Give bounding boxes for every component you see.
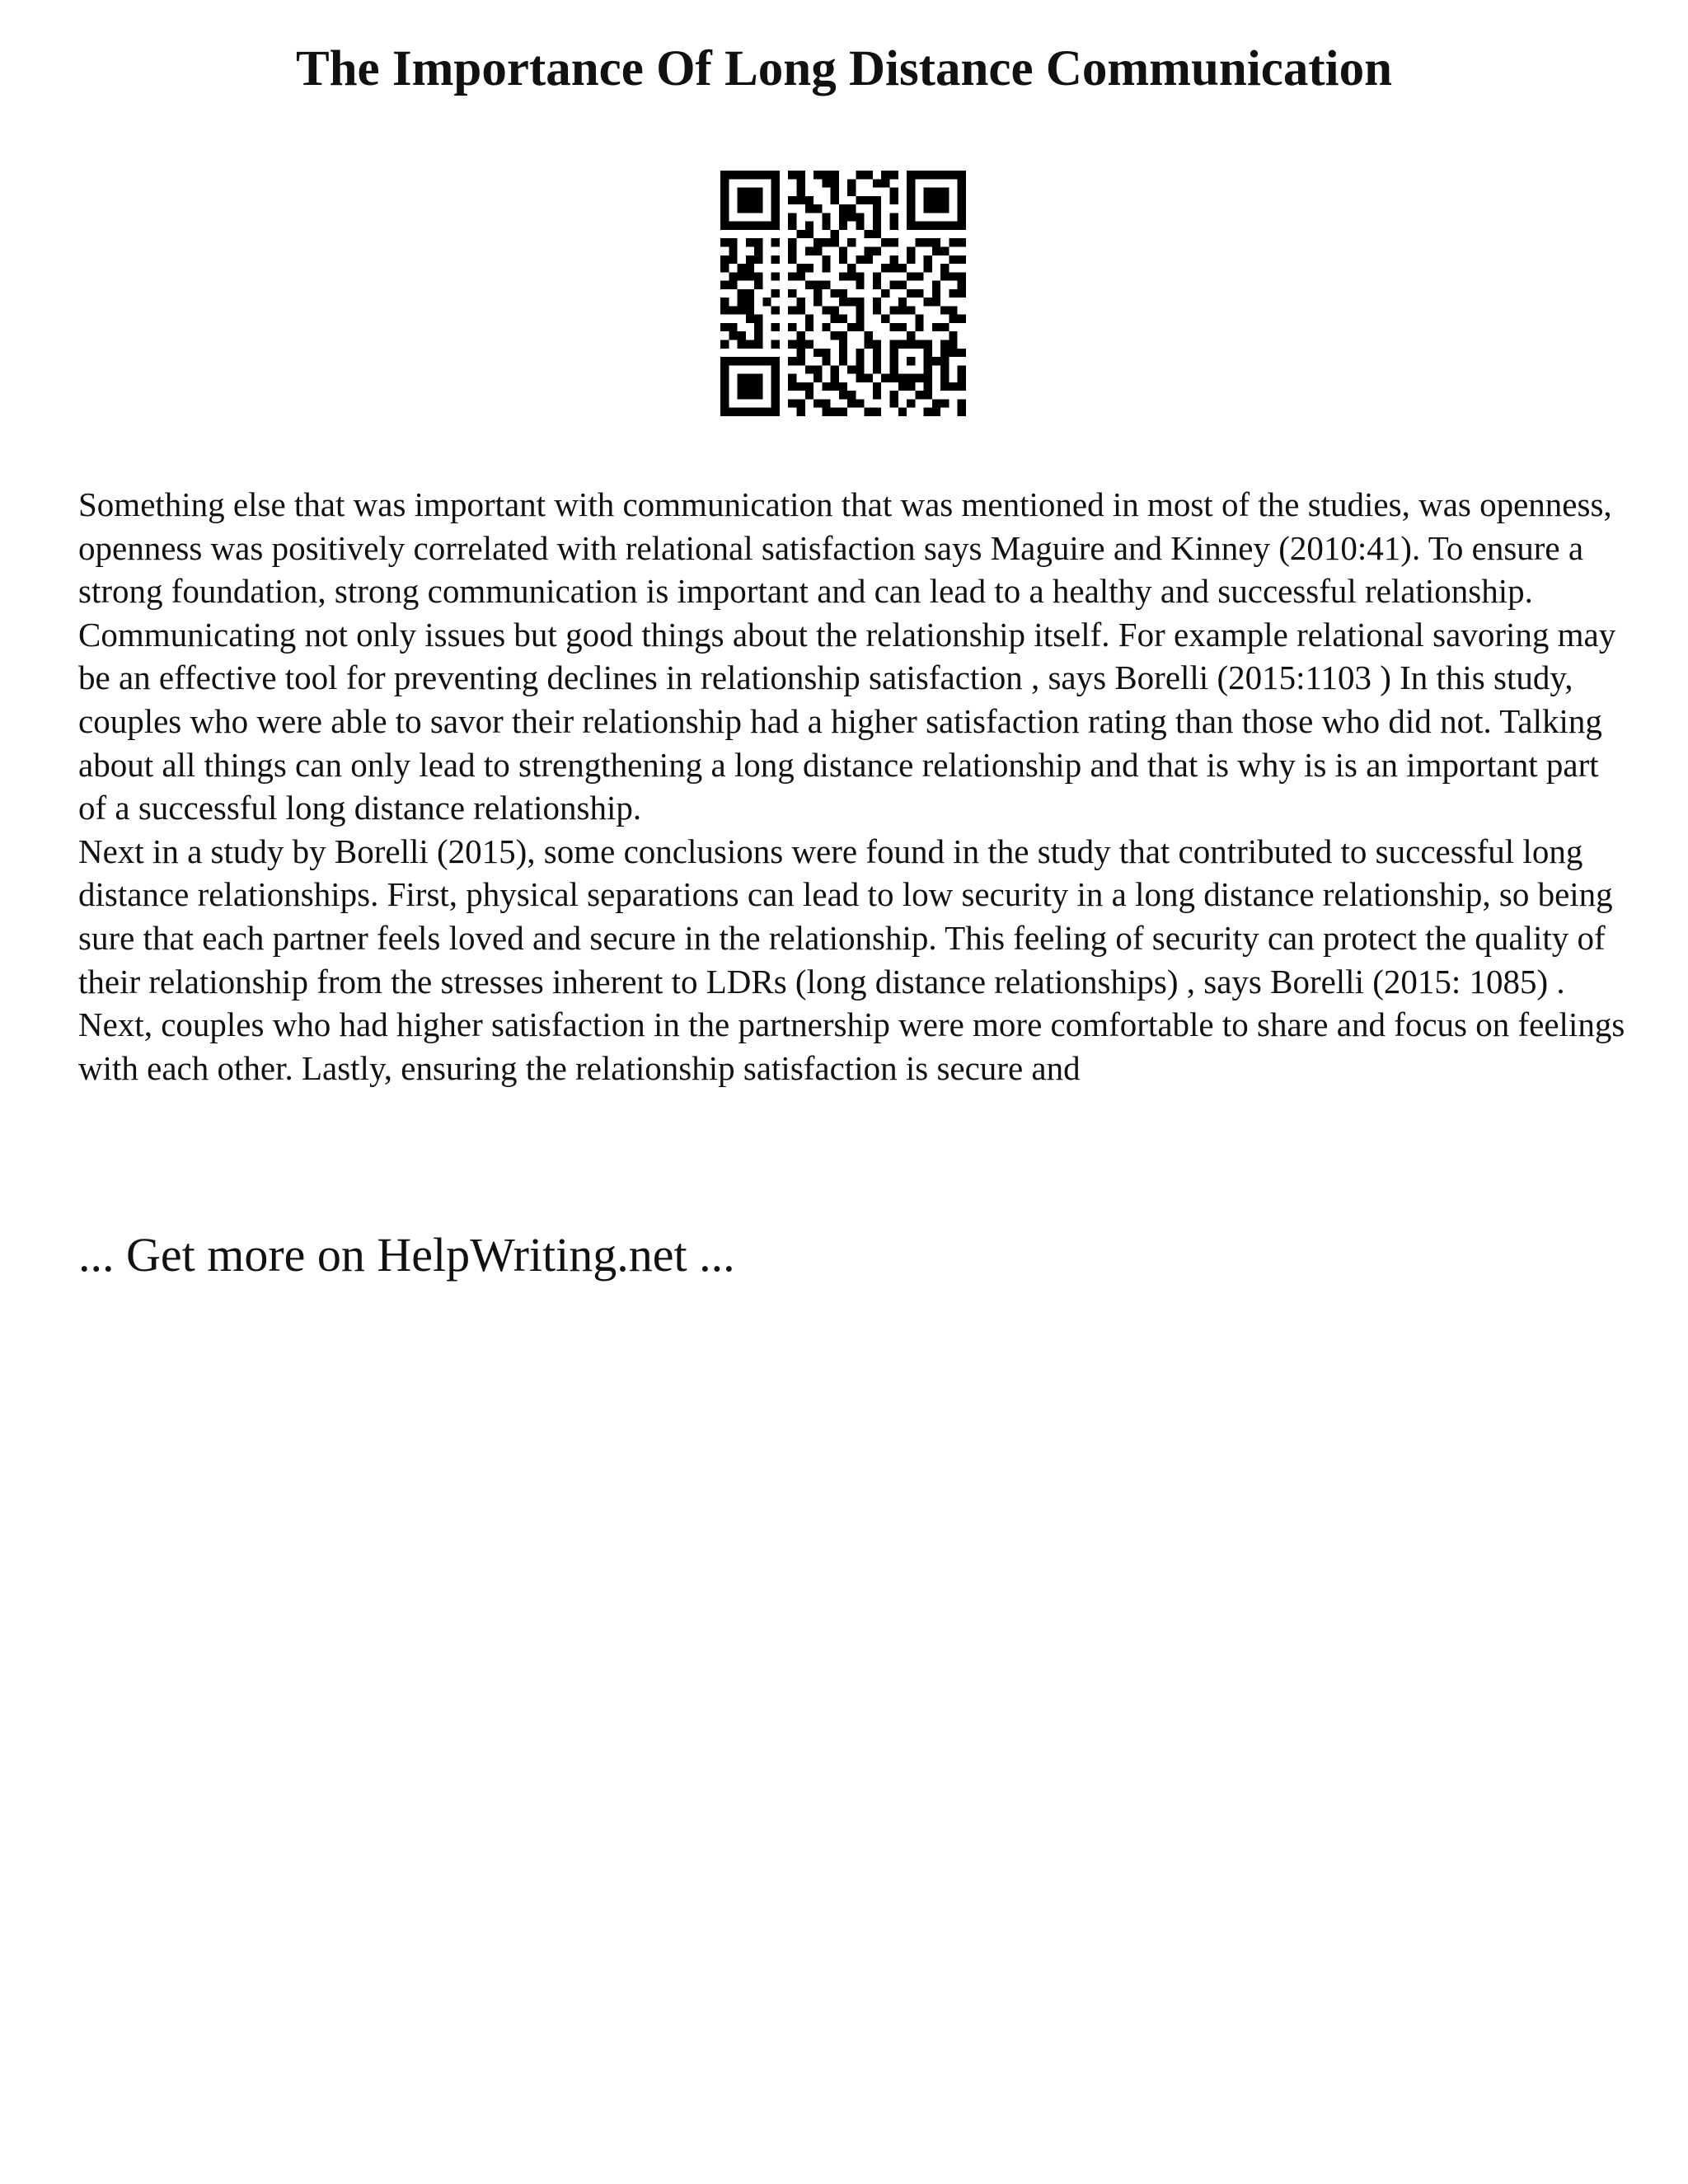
document-title: The Importance Of Long Distance Communication [295,41,1393,96]
paragraph: Something else that was important with communication that was mentioned in most of the studies, was openness, openness was positively correlated with relational satisfaction says Maguire and Kinney (2010:41). To ensure a strong foundation, strong communication is important and can lead to a healthy and successful relationship. Communicating not only issues but good things about the relationship itself. For example relational savoring may be an effective tool for preventing declines in relationship satisfaction , says Borelli (2015:1103 ) In this study, couples who were able to savor their relationship had a higher satisfaction rating than those who did not. Talking about all things can only lead to strengthening a long distance relationship and that is why is is an important part of a successful long distance relationship. [78,485,1616,827]
body-text [78,483,1628,1090]
qr-code-icon [720,171,966,416]
get-more-link[interactable]: ... Get more on HelpWriting.net ... [78,1228,735,1282]
paragraph: Next in a study by Borelli (2015), some conclusions were found in the study that contributed to successful long distance relationships. First, physical separations can lead to low security in a long distance relationship, so being sure that each partner feels loved and secure in the relationship. This feeling of security can protect the quality of their relationship from the stresses inherent to LDRs (long distance relationships) , says Borelli (2015: 1085) . Next, couples who had higher satisfaction in the partnership were more comfortable to share and focus on feelings with each other. Lastly, ensuring the relationship satisfaction is secure and [78,832,1625,1087]
